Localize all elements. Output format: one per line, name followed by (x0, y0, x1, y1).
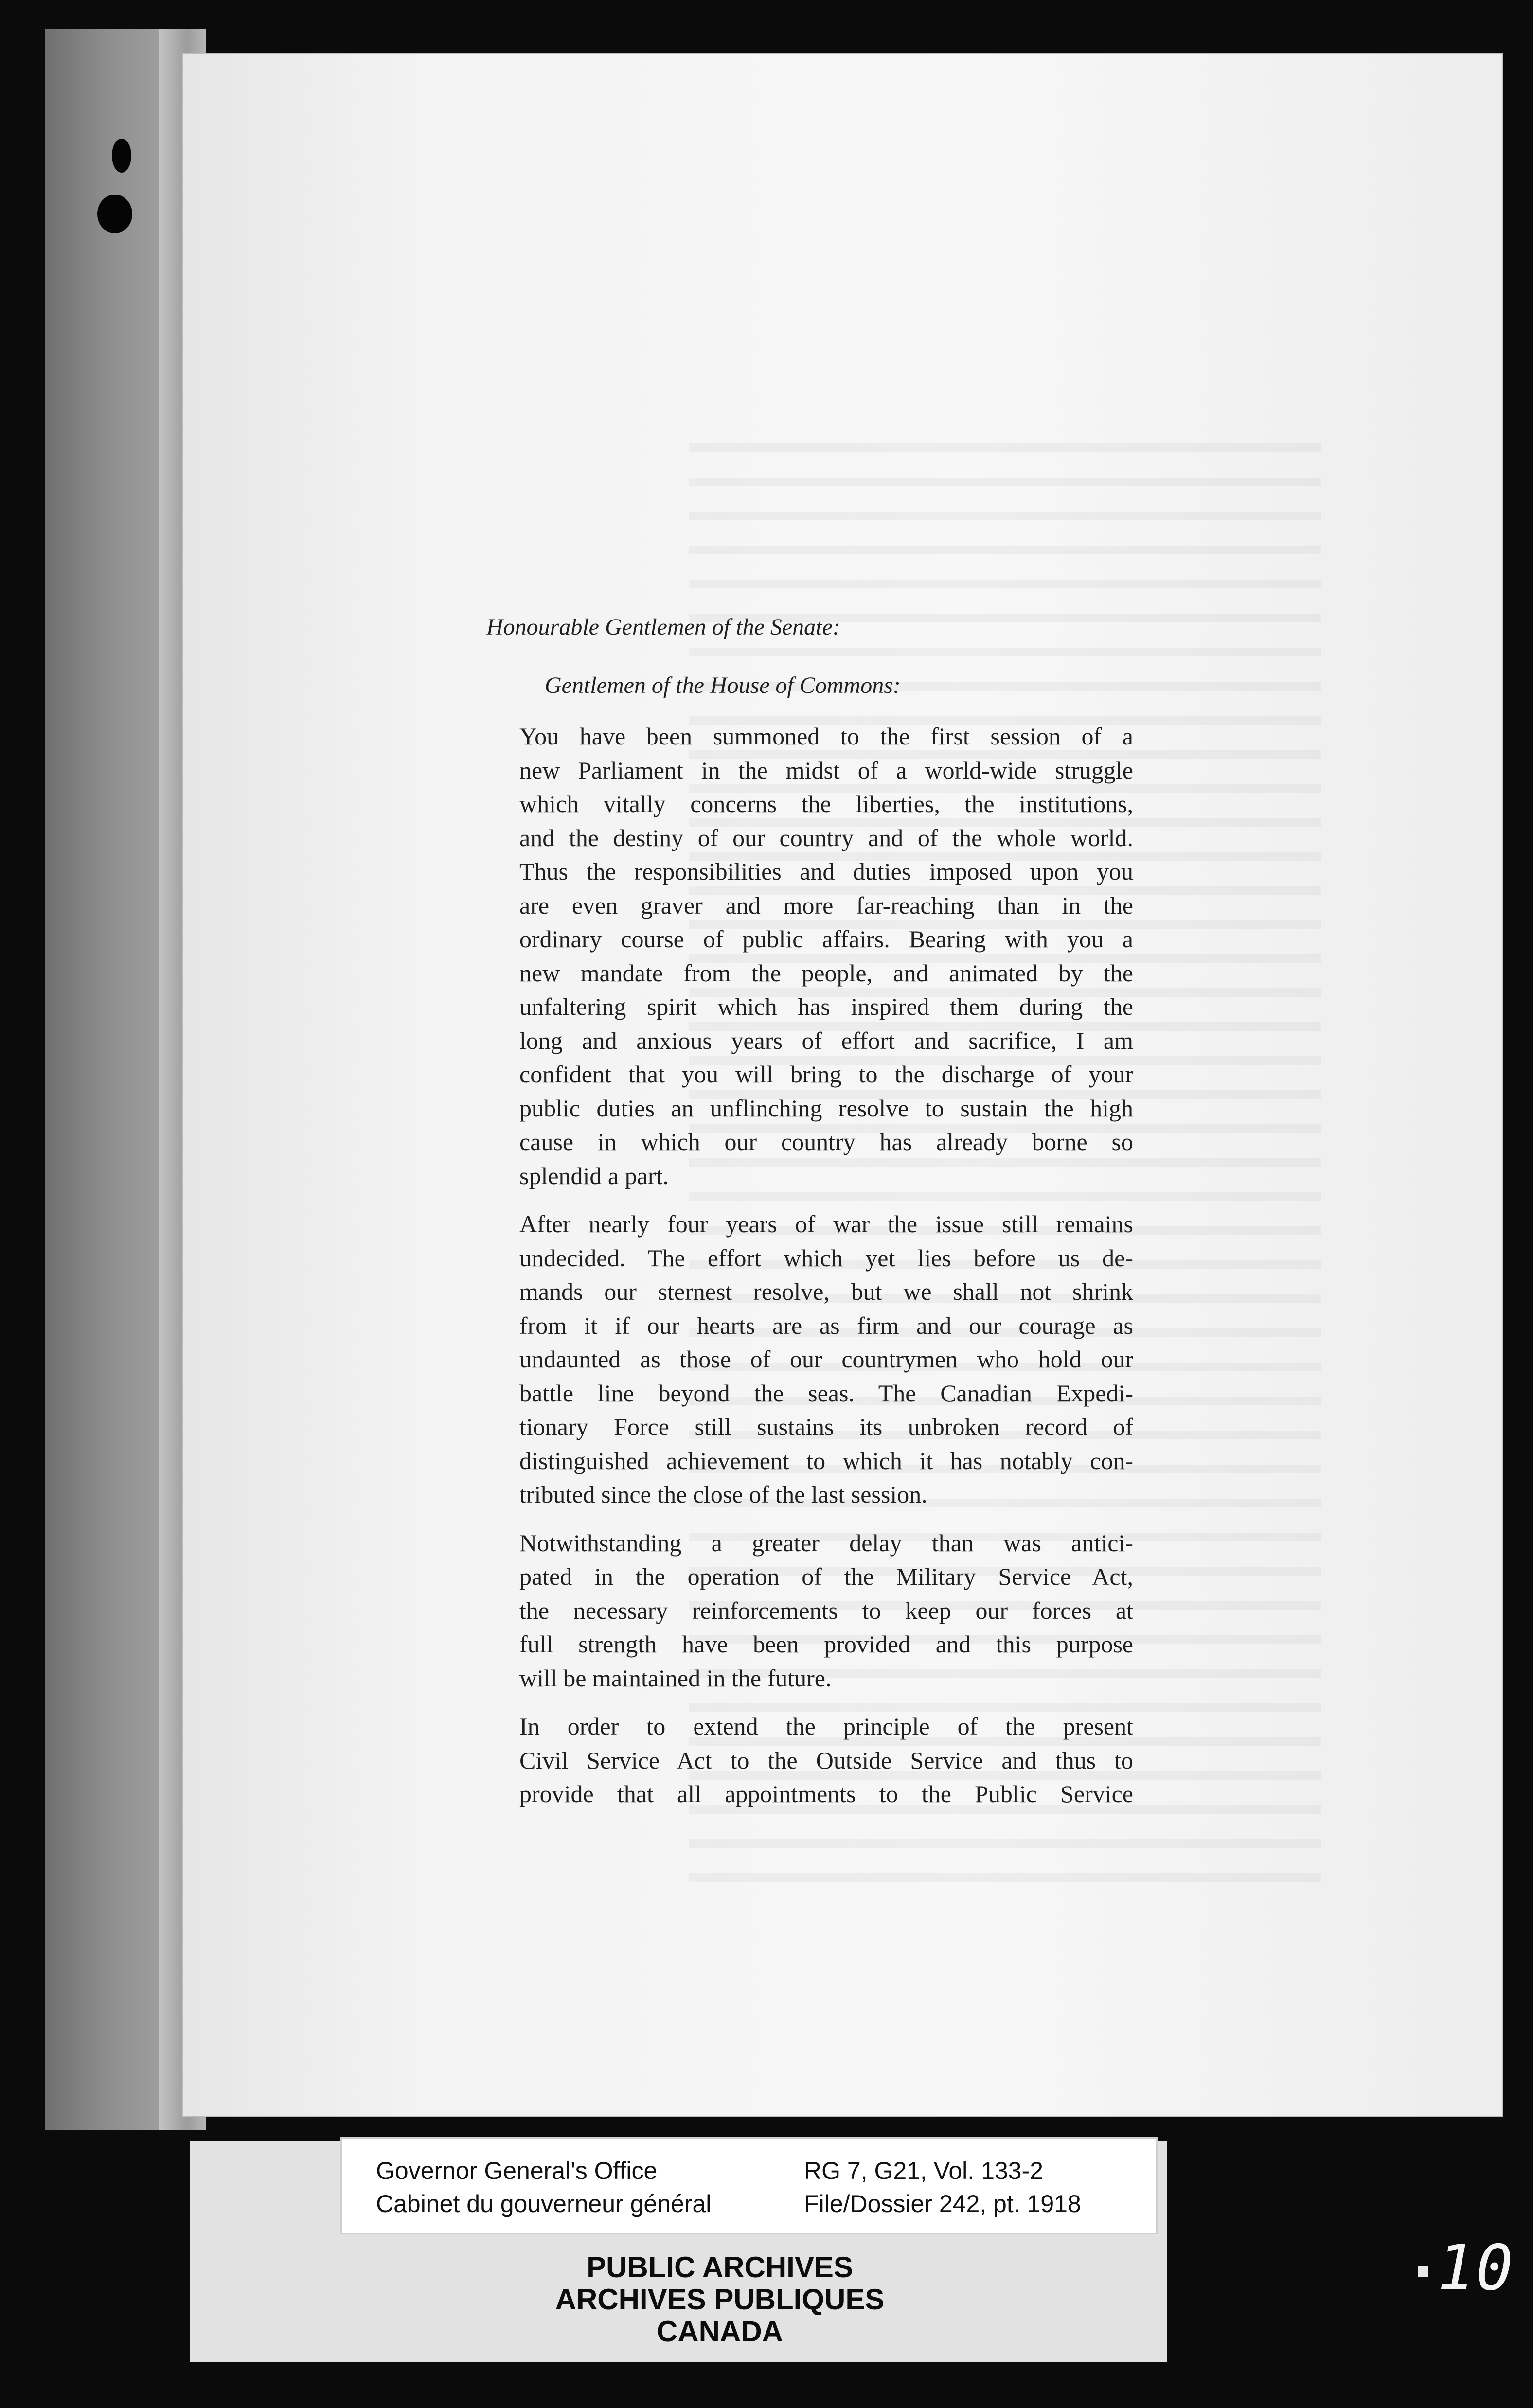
paragraph-1 (486, 720, 1133, 1193)
text-line: the necessary reinforcements to keep our forces at (519, 1596, 1133, 1624)
text-line: full strength have been provided and this purpose (519, 1630, 1133, 1658)
text-line: distinguished achievement to which it has notably con- (519, 1447, 1133, 1474)
paragraph-4 (486, 1710, 1133, 1811)
speech-text (486, 610, 1133, 1826)
text-line: After nearly four years of war the issue still remains (519, 1210, 1133, 1238)
record-reference (804, 2154, 1081, 2220)
text-line: ordinary course of public affairs. Bearing with you a (519, 925, 1133, 953)
text-line: tionary Force still sustains its unbroken record of (519, 1413, 1133, 1440)
archives-stamp-line: PUBLIC ARCHIVES (587, 2251, 853, 2284)
text-line: are even graver and more far-reaching than in the (519, 891, 1133, 919)
text-line: new Parliament in the midst of a world-wide struggle (519, 756, 1133, 784)
microfilm-frame-number (1437, 2232, 1515, 2305)
frame-marker (1418, 2266, 1428, 2277)
salutation-senate: Honourable Gentlemen of the Senate: (486, 614, 840, 640)
text-line: new mandate from the people, and animated by the (519, 959, 1133, 987)
text-line: public duties an unflinching resolve to sustain the high (519, 1094, 1133, 1122)
archives-stamp-line: CANADA (657, 2315, 783, 2348)
text-line: In order to extend the principle of the present (519, 1713, 1133, 1740)
text-line: confident that you will bring to the discharge of your (519, 1061, 1133, 1088)
punch-hole (112, 139, 131, 173)
text-line: will be maintained in the future. (519, 1664, 832, 1692)
text-line: splendid a part. (519, 1162, 669, 1189)
paragraph-3 (486, 1526, 1133, 1696)
punch-hole (97, 195, 132, 233)
text-line: undecided. The effort which yet lies before us de- (519, 1244, 1133, 1272)
salutation-commons: Gentlemen of the House of Commons: (545, 672, 901, 698)
archives-stamp-line: ARCHIVES PUBLIQUES (555, 2283, 885, 2316)
text-line: from it if our hearts are as firm and our courage as (519, 1311, 1133, 1339)
text-line: unfaltering spirit which has inspired them during the (519, 993, 1133, 1020)
text-line: long and anxious years of effort and sacrifice, I am (519, 1027, 1133, 1054)
text-line: cause in which our country has already borne so (519, 1128, 1133, 1155)
text-line: Civil Service Act to the Outside Service and thus to (519, 1746, 1133, 1774)
file-dossier: File/Dossier 242, pt. 1918 (804, 2190, 1081, 2217)
archive-reference-card (340, 2137, 1158, 2234)
text-line: pated in the operation of the Military Service Act, (519, 1563, 1133, 1590)
text-line: which vitally concerns the liberties, the institutions, (519, 790, 1133, 817)
text-line: battle line beyond the seas. The Canadian Expedi- (519, 1379, 1133, 1407)
text-line: provide that all appointments to the Public Service (519, 1780, 1133, 1807)
record-group: RG 7, G21, Vol. 133-2 (804, 2157, 1043, 2184)
text-line: mands our sternest resolve, but we shall not shrink (519, 1278, 1133, 1305)
frame-number-text: 10 (1437, 2232, 1515, 2304)
text-line: Thus the responsibilities and duties imposed upon you (519, 858, 1133, 885)
text-line: undaunted as those of our countrymen who hold our (519, 1346, 1133, 1373)
office-name (376, 2154, 711, 2220)
archives-stamp (525, 2251, 914, 2348)
text-line: Notwithstanding a greater delay than was antici- (519, 1529, 1133, 1557)
text-line: tributed since the close of the last session. (519, 1481, 927, 1508)
office-name-fr: Cabinet du gouverneur général (376, 2190, 712, 2217)
text-line: and the destiny of our country and of the whole world. (519, 824, 1133, 851)
office-name-en: Governor General's Office (376, 2157, 658, 2184)
backing-sheet (45, 29, 201, 2130)
paragraph-2 (486, 1207, 1133, 1512)
text-line: You have been summoned to the first session of a (519, 723, 1133, 750)
